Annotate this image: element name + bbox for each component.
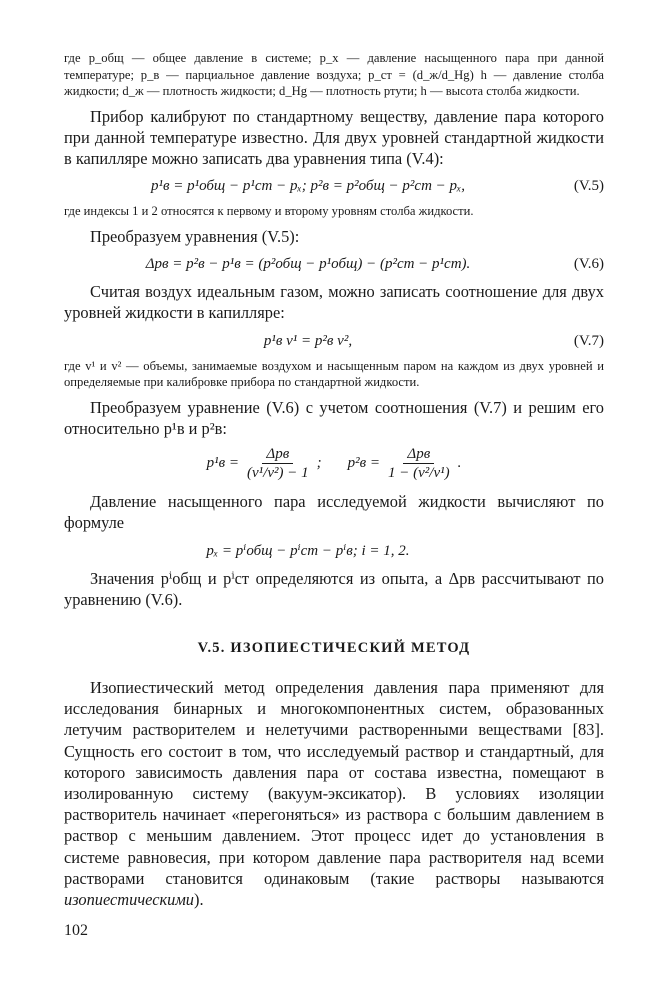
calibration-paragraph: Прибор калибруют по стандартному веществу, давление пара которого при данной температуре известно. Для двух уровней стандартной жидкости в капилляре можно записать два уравнения типа (V.4): [64,106,604,169]
solution-lhs-1: p¹в = [206,454,240,471]
solution-numerator-2: Δpв [403,445,434,464]
isopiestic-term: изопиестическими [64,890,194,910]
notation-paragraph: где p_общ — общее давление в системе; p_x — давление насыщенного пара при данной температуре; p_в — парциальное давление воздуха; p_ст = (d_ж/d_Hg) h — давление столба жидкости; d_ж — плотность жидкости; d_Hg — плотность ртути; h — высота столба жидкости. [64,51,604,99]
solution-separator: ; [316,454,322,471]
indices-note: где индексы 1 и 2 относятся к первому и второму уровням столба жидкости. [64,204,474,219]
transform-paragraph-2: Преобразуем уравнение (V.6) с учетом соотношения (V.7) и решим его относительно p¹в и p²в: [64,397,604,438]
equation-v7-formula: p¹в v¹ = p²в v², [263,332,353,349]
section-heading: V.5. ИЗОПИЕСТИЧЕСКИЙ МЕТОД [197,640,471,656]
solution-denominator-1: (v¹/v²) − 1 [247,464,309,481]
solution-lhs-2: p²в = [347,454,381,471]
isopiestic-text-end: ). [194,890,204,910]
equation-solution [64,441,604,485]
equation-v7 [64,330,604,352]
equation-px [64,540,604,562]
isopiestic-paragraph [64,677,604,910]
equation-v5-number: (V.5) [573,178,604,195]
equation-v6-formula: Δpв = p²в − p¹в = (p²общ − p¹общ) − (p²ст − p¹ст). [145,256,471,273]
equation-v6 [64,253,604,275]
equation-v7-number: (V.7) [573,332,604,349]
solution-fraction-2 [384,445,454,482]
volumes-note: где v¹ и v² — объемы, занимаемые воздухом и насыщенным паром на каждом из двух уровней и определяемые при калибровке прибора по стандартной жидкости. [64,358,604,390]
solution-end: . [457,454,462,471]
equation-v5-formula: p¹в = p¹общ − p¹ст − pₓ; p²в = p²общ − p²ст − pₓ, [150,178,466,195]
page-content [64,50,604,910]
transform-paragraph-1: Преобразуем уравнения (V.5): [90,226,300,246]
formula-intro-paragraph: Давление насыщенного пара исследуемой жидкости вычисляют по формуле [64,492,604,533]
solution-denominator-2: 1 − (v²/v¹) [388,464,450,481]
equation-v5 [64,175,604,197]
solution-numerator-1: Δpв [262,445,293,464]
values-paragraph: Значения pⁱобщ и pⁱст определяются из опыта, а Δpв рассчитывают по уравнению (V.6). [64,568,604,609]
page-number: 102 [64,922,88,939]
equation-px-formula: pₓ = pⁱобщ − pⁱст − pⁱв; i = 1, 2. [206,542,410,559]
solution-fraction-1 [243,445,313,482]
ideal-gas-paragraph: Считая воздух идеальным газом, можно записать соотношение для двух уровней жидкости в капилляре: [64,282,604,323]
equation-v6-number: (V.6) [573,256,604,273]
isopiestic-text: Изопиестический метод определения давления пара применяют для исследования бинарных и многокомпонентных систем, образованных летучим растворителем и нелетучими растворенными веществами [83]. Сущность его состоит в том, что исследуемый раствор и стандартный, для которого зависимость давления пара от состава известна, помещают в изолированную систему (вакуум-эксикатор). В условиях изоляции растворитель начинает «перегоняться» из раствора с большим давлением в раствор с меньшим давлением. Этот процесс идет до установления в системе равновесия, при котором давление пара растворителя над всеми растворами становится одинаковым (такие растворы называются [64,678,604,888]
